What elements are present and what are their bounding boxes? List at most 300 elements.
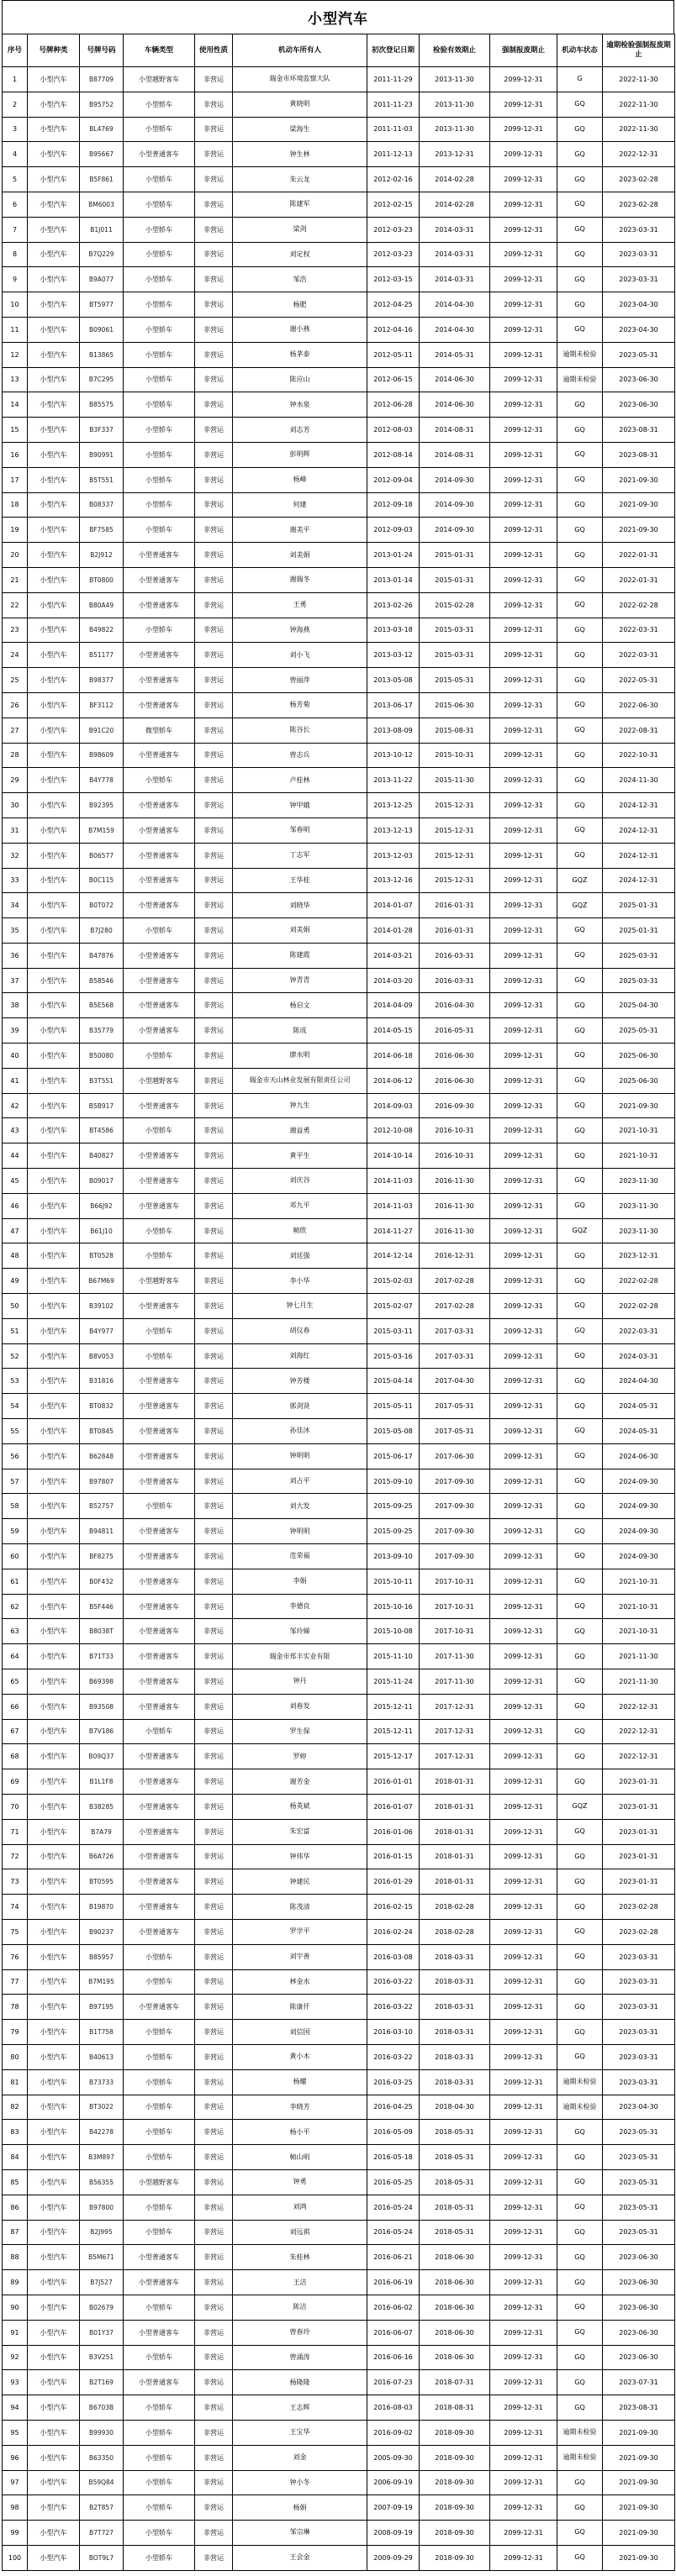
- cell-plate-number: BF8275: [80, 1544, 124, 1569]
- cell-first-registration: 2014-11-03: [367, 1193, 420, 1218]
- cell-vehicle-type: 小型普通客车: [124, 1018, 195, 1044]
- cell-owner: 刘远祺: [233, 2220, 367, 2245]
- cell-inspection-valid-until: 2013-11-30: [420, 67, 490, 92]
- cell-inspection-valid-until: 2014-02-28: [420, 167, 490, 192]
- cell-owner: 钟青青: [233, 968, 367, 993]
- cell-usage: 非营运: [195, 618, 233, 643]
- cell-vehicle-type: 小型轿车: [124, 418, 195, 443]
- cell-vehicle-status: GQ: [557, 1419, 603, 1444]
- cell-first-registration: 2014-06-18: [367, 1044, 420, 1069]
- cell-overdue-scrap-deadline: 2023-01-31: [603, 1794, 675, 1819]
- cell-first-registration: 2012-04-16: [367, 317, 420, 342]
- cell-vehicle-type: 小型轿车: [124, 267, 195, 292]
- cell-vehicle-type: 小型轿车: [124, 2044, 195, 2069]
- cell-plate-number: B01Y37: [80, 2320, 124, 2345]
- cell-inspection-valid-until: 2016-01-31: [420, 893, 490, 918]
- cell-overdue-scrap-deadline: 2023-05-31: [603, 2195, 675, 2220]
- cell-scrap-deadline: 2099-12-31: [490, 1794, 557, 1819]
- cell-plate-kind: 小型汽车: [28, 1169, 80, 1194]
- cell-inspection-valid-until: 2017-05-31: [420, 1394, 490, 1419]
- cell-index: 41: [3, 1068, 28, 1093]
- cell-inspection-valid-until: 2016-05-31: [420, 1018, 490, 1044]
- cell-first-registration: 2016-09-02: [367, 2420, 420, 2445]
- cell-owner: 杨峰: [233, 467, 367, 492]
- cell-scrap-deadline: 2099-12-31: [490, 2069, 557, 2095]
- cell-vehicle-status: GQ: [557, 2395, 603, 2421]
- cell-plate-number: B5M671: [80, 2245, 124, 2270]
- cell-overdue-scrap-deadline: 2023-04-30: [603, 2095, 675, 2120]
- cell-usage: 非营运: [195, 2245, 233, 2270]
- cell-first-registration: 2013-08-09: [367, 718, 420, 743]
- cell-usage: 非营运: [195, 2345, 233, 2370]
- table-row: [3, 643, 675, 668]
- cell-first-registration: 2015-05-08: [367, 1419, 420, 1444]
- cell-scrap-deadline: 2099-12-31: [490, 1294, 557, 1319]
- cell-owner: 谢益勇: [233, 1118, 367, 1143]
- cell-vehicle-status: GQ: [557, 267, 603, 292]
- table-row: [3, 718, 675, 743]
- cell-overdue-scrap-deadline: 2023-08-31: [603, 2395, 675, 2421]
- cell-vehicle-status: GQ: [557, 518, 603, 543]
- table-row: [3, 1118, 675, 1143]
- cell-vehicle-status: GQ: [557, 1669, 603, 1695]
- cell-plate-number: B98609: [80, 743, 124, 768]
- header-vehicle-type: 车辆类型: [124, 34, 195, 67]
- cell-plate-number: B7J280: [80, 918, 124, 944]
- cell-inspection-valid-until: 2017-10-31: [420, 1594, 490, 1619]
- cell-index: 15: [3, 418, 28, 443]
- cell-plate-number: B93508: [80, 1694, 124, 1719]
- cell-owner: 钟生林: [233, 142, 367, 167]
- table-row: [3, 843, 675, 868]
- cell-scrap-deadline: 2099-12-31: [490, 1995, 557, 2020]
- cell-usage: 非营运: [195, 2095, 233, 2120]
- cell-first-registration: 2013-05-08: [367, 668, 420, 693]
- cell-plate-number: B9A077: [80, 267, 124, 292]
- cell-plate-kind: 小型汽车: [28, 2320, 80, 2345]
- cell-vehicle-status: GQ: [557, 1644, 603, 1669]
- cell-index: 52: [3, 1343, 28, 1369]
- table-row: [3, 1243, 675, 1269]
- table-row: [3, 518, 675, 543]
- cell-first-registration: 2012-03-23: [367, 242, 420, 267]
- cell-usage: 非营运: [195, 1919, 233, 1944]
- cell-first-registration: 2015-09-10: [367, 1469, 420, 1494]
- table-row: [3, 2295, 675, 2320]
- cell-plate-kind: 小型汽车: [28, 518, 80, 543]
- table-row: [3, 1093, 675, 1118]
- cell-vehicle-status: GQ: [557, 1995, 603, 2020]
- cell-usage: 非营运: [195, 292, 233, 318]
- cell-scrap-deadline: 2099-12-31: [490, 592, 557, 618]
- cell-vehicle-status: GQ: [557, 217, 603, 242]
- table-row: [3, 1394, 675, 1419]
- cell-plate-number: B47876: [80, 943, 124, 968]
- cell-inspection-valid-until: 2018-09-30: [420, 2470, 490, 2495]
- cell-vehicle-type: 小型越野客车: [124, 67, 195, 92]
- cell-vehicle-status: GQ: [557, 668, 603, 693]
- cell-scrap-deadline: 2099-12-31: [490, 2345, 557, 2370]
- cell-scrap-deadline: 2099-12-31: [490, 743, 557, 768]
- cell-index: 14: [3, 392, 28, 418]
- cell-inspection-valid-until: 2018-01-31: [420, 1794, 490, 1819]
- cell-vehicle-type: 小型普通客车: [124, 1443, 195, 1469]
- cell-overdue-scrap-deadline: 2023-01-31: [603, 1844, 675, 1869]
- cell-scrap-deadline: 2099-12-31: [490, 167, 557, 192]
- cell-plate-kind: 小型汽车: [28, 1544, 80, 1569]
- cell-plate-kind: 小型汽车: [28, 943, 80, 968]
- cell-inspection-valid-until: 2017-12-31: [420, 1744, 490, 1769]
- cell-first-registration: 2016-05-09: [367, 2120, 420, 2145]
- cell-overdue-scrap-deadline: 2023-05-31: [603, 2120, 675, 2145]
- cell-owner: 廖水明: [233, 1044, 367, 1069]
- cell-usage: 非营运: [195, 2145, 233, 2170]
- table-row: [3, 2169, 675, 2195]
- cell-vehicle-status: GQ: [557, 1719, 603, 1744]
- cell-owner: 卢桂林: [233, 768, 367, 793]
- cell-usage: 非营运: [195, 817, 233, 843]
- cell-index: 76: [3, 1944, 28, 1969]
- cell-vehicle-status: GQ: [557, 442, 603, 467]
- cell-plate-number: B3F337: [80, 418, 124, 443]
- cell-index: 96: [3, 2445, 28, 2470]
- cell-overdue-scrap-deadline: 2022-02-28: [603, 1269, 675, 1294]
- cell-inspection-valid-until: 2015-11-30: [420, 768, 490, 793]
- table-row: [3, 267, 675, 292]
- cell-index: 13: [3, 367, 28, 392]
- cell-first-registration: 2015-12-11: [367, 1719, 420, 1744]
- cell-index: 16: [3, 442, 28, 467]
- cell-owner: 朱云龙: [233, 167, 367, 192]
- cell-vehicle-status: GQ: [557, 618, 603, 643]
- table-row: [3, 1443, 675, 1469]
- cell-index: 23: [3, 618, 28, 643]
- cell-usage: 非营运: [195, 1143, 233, 1169]
- cell-index: 80: [3, 2044, 28, 2069]
- cell-inspection-valid-until: 2018-05-31: [420, 2169, 490, 2195]
- cell-plate-kind: 小型汽车: [28, 1844, 80, 1869]
- cell-inspection-valid-until: 2018-02-28: [420, 1919, 490, 1944]
- cell-scrap-deadline: 2099-12-31: [490, 968, 557, 993]
- cell-owner: 李晓芳: [233, 2095, 367, 2120]
- cell-usage: 非营运: [195, 1995, 233, 2020]
- cell-inspection-valid-until: 2017-02-28: [420, 1269, 490, 1294]
- cell-inspection-valid-until: 2018-04-30: [420, 2095, 490, 2120]
- cell-inspection-valid-until: 2017-09-30: [420, 1469, 490, 1494]
- cell-inspection-valid-until: 2017-10-31: [420, 1569, 490, 1594]
- cell-index: 60: [3, 1544, 28, 1569]
- cell-index: 25: [3, 668, 28, 693]
- cell-owner: 刘美娟: [233, 543, 367, 568]
- table-row: [3, 2220, 675, 2245]
- cell-plate-kind: 小型汽车: [28, 2470, 80, 2495]
- cell-index: 43: [3, 1118, 28, 1143]
- cell-usage: 非营运: [195, 2521, 233, 2546]
- cell-inspection-valid-until: 2014-03-31: [420, 242, 490, 267]
- cell-scrap-deadline: 2099-12-31: [490, 2020, 557, 2045]
- cell-plate-kind: 小型汽车: [28, 893, 80, 918]
- cell-plate-kind: 小型汽车: [28, 2095, 80, 2120]
- cell-vehicle-status: GQZ: [557, 1794, 603, 1819]
- cell-owner: 钟小冬: [233, 2470, 367, 2495]
- cell-vehicle-status: GQ: [557, 418, 603, 443]
- cell-inspection-valid-until: 2015-03-31: [420, 618, 490, 643]
- cell-overdue-scrap-deadline: 2023-08-31: [603, 442, 675, 467]
- cell-usage: 非营运: [195, 1869, 233, 1895]
- cell-inspection-valid-until: 2018-01-31: [420, 1844, 490, 1869]
- cell-vehicle-status: GQZ: [557, 893, 603, 918]
- cell-plate-kind: 小型汽车: [28, 2521, 80, 2546]
- cell-plate-number: B38285: [80, 1794, 124, 1819]
- cell-vehicle-status: GQ: [557, 692, 603, 718]
- cell-inspection-valid-until: 2018-07-31: [420, 2370, 490, 2395]
- cell-index: 69: [3, 1769, 28, 1795]
- cell-scrap-deadline: 2099-12-31: [490, 1394, 557, 1419]
- cell-inspection-valid-until: 2018-05-31: [420, 2120, 490, 2145]
- cell-vehicle-type: 小型轿车: [124, 2345, 195, 2370]
- cell-vehicle-status: GQ: [557, 1318, 603, 1343]
- cell-index: 3: [3, 117, 28, 142]
- cell-index: 59: [3, 1519, 28, 1544]
- cell-inspection-valid-until: 2013-11-30: [420, 117, 490, 142]
- cell-vehicle-type: 小型轿车: [124, 1343, 195, 1369]
- cell-vehicle-status: GQ: [557, 1944, 603, 1969]
- cell-usage: 非营运: [195, 492, 233, 518]
- cell-owner: 王华桂: [233, 868, 367, 893]
- cell-usage: 非营运: [195, 1419, 233, 1444]
- cell-vehicle-type: 小型轿车: [124, 918, 195, 944]
- cell-first-registration: 2015-10-08: [367, 1619, 420, 1644]
- cell-plate-kind: 小型汽车: [28, 1443, 80, 1469]
- table-row: [3, 1294, 675, 1319]
- cell-first-registration: 2009-09-29: [367, 2545, 420, 2570]
- cell-vehicle-status: GQ: [557, 1294, 603, 1319]
- cell-index: 87: [3, 2220, 28, 2245]
- cell-plate-kind: 小型汽车: [28, 1018, 80, 1044]
- cell-plate-number: BT0528: [80, 1243, 124, 1269]
- cell-plate-kind: 小型汽车: [28, 2270, 80, 2295]
- cell-index: 39: [3, 1018, 28, 1044]
- cell-overdue-scrap-deadline: 2023-11-30: [603, 1218, 675, 1243]
- cell-usage: 非营运: [195, 718, 233, 743]
- table-row: [3, 868, 675, 893]
- cell-inspection-valid-until: 2018-09-30: [420, 2420, 490, 2445]
- cell-plate-number: B67M69: [80, 1269, 124, 1294]
- cell-first-registration: 2013-10-12: [367, 743, 420, 768]
- table-row: [3, 1794, 675, 1819]
- cell-vehicle-status: GQ: [557, 2044, 603, 2069]
- cell-overdue-scrap-deadline: 2023-03-31: [603, 1995, 675, 2020]
- cell-owner: 陈谷长: [233, 718, 367, 743]
- cell-index: 32: [3, 843, 28, 868]
- cell-plate-number: B5B917: [80, 1093, 124, 1118]
- cell-first-registration: 2012-02-16: [367, 167, 420, 192]
- cell-plate-kind: 小型汽车: [28, 367, 80, 392]
- cell-plate-kind: 小型汽车: [28, 2044, 80, 2069]
- cell-plate-number: B09Q37: [80, 1744, 124, 1769]
- cell-usage: 非营运: [195, 317, 233, 342]
- cell-overdue-scrap-deadline: 2023-02-28: [603, 1895, 675, 1920]
- cell-plate-kind: 小型汽车: [28, 2145, 80, 2170]
- table-row: [3, 1644, 675, 1669]
- cell-overdue-scrap-deadline: 2023-06-30: [603, 2245, 675, 2270]
- cell-overdue-scrap-deadline: 2024-06-30: [603, 1443, 675, 1469]
- cell-inspection-valid-until: 2016-06-30: [420, 1044, 490, 1069]
- cell-vehicle-status: GQ: [557, 1369, 603, 1394]
- cell-usage: 非营运: [195, 167, 233, 192]
- cell-first-registration: 2012-08-03: [367, 418, 420, 443]
- cell-vehicle-type: 小型普通客车: [124, 743, 195, 768]
- cell-plate-kind: 小型汽车: [28, 492, 80, 518]
- cell-owner: 刘春发: [233, 1694, 367, 1719]
- cell-first-registration: 2014-01-28: [367, 918, 420, 944]
- cell-owner: 黄平生: [233, 1143, 367, 1169]
- cell-overdue-scrap-deadline: 2021-09-30: [603, 2420, 675, 2445]
- cell-plate-kind: 小型汽车: [28, 2069, 80, 2095]
- cell-usage: 非营运: [195, 1769, 233, 1795]
- cell-vehicle-type: 小型普通客车: [124, 543, 195, 568]
- cell-scrap-deadline: 2099-12-31: [490, 893, 557, 918]
- table-row: [3, 1369, 675, 1394]
- cell-usage: 非营运: [195, 1169, 233, 1194]
- cell-plate-number: B63350: [80, 2445, 124, 2470]
- cell-scrap-deadline: 2099-12-31: [490, 1494, 557, 1519]
- cell-owner: 丁志军: [233, 843, 367, 868]
- table-row: [3, 142, 675, 167]
- cell-scrap-deadline: 2099-12-31: [490, 1619, 557, 1644]
- cell-plate-number: B51177: [80, 643, 124, 668]
- cell-inspection-valid-until: 2018-09-30: [420, 2545, 490, 2570]
- cell-overdue-scrap-deadline: 2024-05-31: [603, 1419, 675, 1444]
- cell-vehicle-type: 小型普通客车: [124, 1694, 195, 1719]
- cell-vehicle-status: GQ: [557, 1469, 603, 1494]
- table-row: [3, 492, 675, 518]
- cell-index: 98: [3, 2495, 28, 2521]
- cell-first-registration: 2013-12-25: [367, 793, 420, 818]
- table-row: [3, 1519, 675, 1544]
- cell-vehicle-type: 小型普通客车: [124, 1143, 195, 1169]
- cell-index: 85: [3, 2169, 28, 2195]
- cell-plate-kind: 小型汽车: [28, 1919, 80, 1944]
- cell-plate-kind: 小型汽车: [28, 1369, 80, 1394]
- cell-scrap-deadline: 2099-12-31: [490, 1318, 557, 1343]
- cell-overdue-scrap-deadline: 2022-03-31: [603, 618, 675, 643]
- cell-usage: 非营运: [195, 1844, 233, 1869]
- cell-scrap-deadline: 2099-12-31: [490, 418, 557, 443]
- table-row: [3, 1669, 675, 1695]
- cell-plate-kind: 小型汽车: [28, 2445, 80, 2470]
- cell-first-registration: 2012-06-28: [367, 392, 420, 418]
- cell-owner: 刘鸿: [233, 2195, 367, 2220]
- cell-vehicle-type: 小型普通客车: [124, 1544, 195, 1569]
- cell-index: 49: [3, 1269, 28, 1294]
- cell-vehicle-type: 小型普通客车: [124, 968, 195, 993]
- cell-index: 36: [3, 943, 28, 968]
- cell-index: 55: [3, 1419, 28, 1444]
- cell-index: 18: [3, 492, 28, 518]
- cell-plate-kind: 小型汽车: [28, 2220, 80, 2245]
- table-row: [3, 1594, 675, 1619]
- cell-scrap-deadline: 2099-12-31: [490, 1569, 557, 1594]
- cell-usage: 非营运: [195, 2270, 233, 2295]
- cell-vehicle-type: 小型轿车: [124, 1969, 195, 1995]
- cell-plate-number: B5E568: [80, 993, 124, 1018]
- cell-plate-number: BT0800: [80, 567, 124, 592]
- table-row: [3, 1819, 675, 1844]
- cell-inspection-valid-until: 2015-01-31: [420, 543, 490, 568]
- cell-inspection-valid-until: 2016-11-30: [420, 1193, 490, 1218]
- cell-owner: 王宝华: [233, 2420, 367, 2445]
- cell-vehicle-status: GQ: [557, 1044, 603, 1069]
- table-row: [3, 1018, 675, 1044]
- cell-index: 92: [3, 2345, 28, 2370]
- table-row: [3, 1544, 675, 1569]
- cell-inspection-valid-until: 2016-10-31: [420, 1118, 490, 1143]
- table-row: [3, 1619, 675, 1644]
- cell-owner: 曾丽萍: [233, 668, 367, 693]
- cell-plate-kind: 小型汽车: [28, 1869, 80, 1895]
- cell-vehicle-type: 小型轿车: [124, 2220, 195, 2245]
- cell-vehicle-type: 小型普通客车: [124, 1919, 195, 1944]
- cell-plate-kind: 小型汽车: [28, 1269, 80, 1294]
- cell-inspection-valid-until: 2014-09-30: [420, 518, 490, 543]
- cell-scrap-deadline: 2099-12-31: [490, 1243, 557, 1269]
- cell-plate-number: B02679: [80, 2295, 124, 2320]
- cell-owner: 陈茂清: [233, 1895, 367, 1920]
- cell-usage: 非营运: [195, 843, 233, 868]
- cell-plate-kind: 小型汽车: [28, 1895, 80, 1920]
- cell-plate-kind: 小型汽车: [28, 2120, 80, 2145]
- cell-vehicle-status: GQ: [557, 768, 603, 793]
- vehicle-table: [2, 34, 675, 2571]
- cell-inspection-valid-until: 2015-10-31: [420, 743, 490, 768]
- cell-overdue-scrap-deadline: 2023-05-31: [603, 2220, 675, 2245]
- cell-inspection-valid-until: 2018-03-31: [420, 2044, 490, 2069]
- cell-vehicle-type: 小型轿车: [124, 217, 195, 242]
- cell-inspection-valid-until: 2018-09-30: [420, 2445, 490, 2470]
- cell-overdue-scrap-deadline: 2023-06-30: [603, 2295, 675, 2320]
- cell-vehicle-type: 小型轿车: [124, 242, 195, 267]
- cell-inspection-valid-until: 2017-12-31: [420, 1694, 490, 1719]
- cell-vehicle-type: 小型越野客车: [124, 2169, 195, 2195]
- cell-inspection-valid-until: 2018-09-30: [420, 2495, 490, 2521]
- cell-scrap-deadline: 2099-12-31: [490, 1169, 557, 1194]
- table-row: [3, 467, 675, 492]
- cell-overdue-scrap-deadline: 2025-06-30: [603, 1044, 675, 1069]
- cell-overdue-scrap-deadline: 2021-09-30: [603, 492, 675, 518]
- cell-overdue-scrap-deadline: 2025-06-30: [603, 1068, 675, 1093]
- cell-overdue-scrap-deadline: 2023-03-31: [603, 2069, 675, 2095]
- cell-plate-number: B09061: [80, 317, 124, 342]
- cell-plate-kind: 小型汽车: [28, 567, 80, 592]
- cell-first-registration: 2014-03-21: [367, 943, 420, 968]
- cell-owner: 曾志兵: [233, 743, 367, 768]
- cell-plate-kind: 小型汽车: [28, 1118, 80, 1143]
- table-row: [3, 1169, 675, 1194]
- cell-plate-number: BT0832: [80, 1394, 124, 1419]
- cell-plate-kind: 小型汽车: [28, 1644, 80, 1669]
- table-row: [3, 1769, 675, 1795]
- cell-inspection-valid-until: 2017-02-28: [420, 1294, 490, 1319]
- cell-vehicle-status: GQ: [557, 167, 603, 192]
- cell-inspection-valid-until: 2018-06-30: [420, 2245, 490, 2270]
- cell-plate-kind: 小型汽车: [28, 217, 80, 242]
- cell-owner: 杨芳菊: [233, 692, 367, 718]
- cell-index: 37: [3, 968, 28, 993]
- cell-usage: 非营运: [195, 1744, 233, 1769]
- cell-plate-number: B87709: [80, 67, 124, 92]
- table-row: [3, 2521, 675, 2546]
